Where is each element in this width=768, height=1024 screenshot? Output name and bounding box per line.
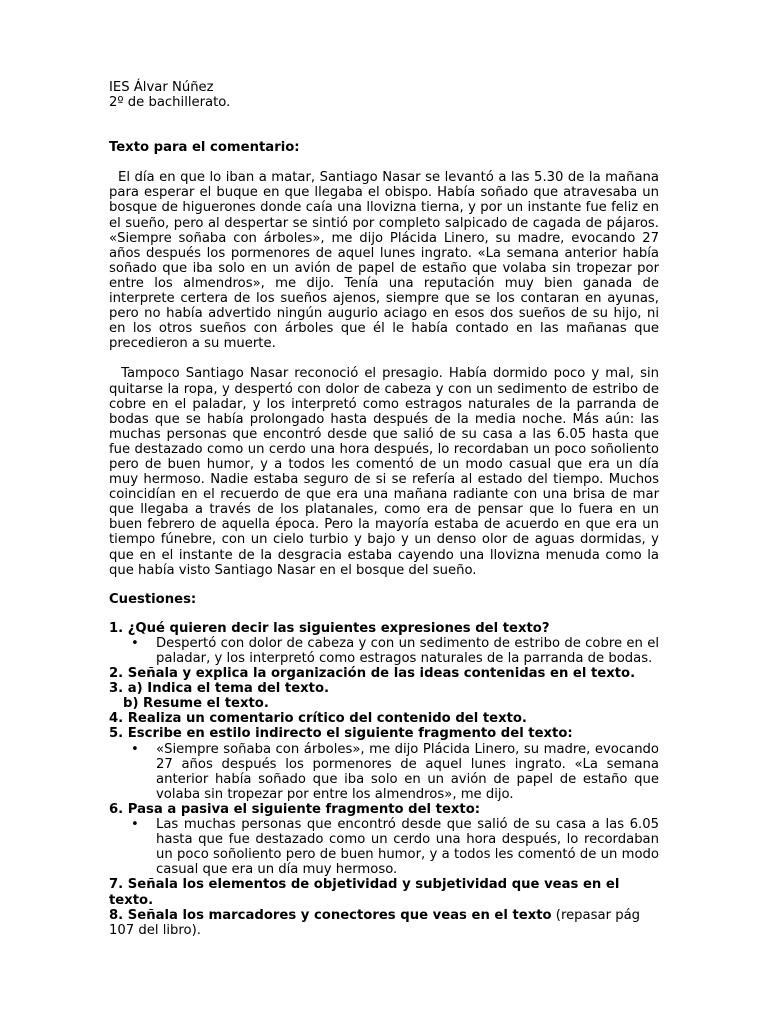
document-page bbox=[109, 80, 659, 938]
question-3b-text: b) Resume el texto. bbox=[123, 696, 269, 712]
question-8-text: 8. Señala los marcadores y conectores que veas en el texto bbox=[109, 907, 552, 923]
question-8 bbox=[109, 908, 659, 938]
bullet-icon: • bbox=[131, 635, 139, 651]
list-item bbox=[109, 817, 659, 877]
bullet-icon: • bbox=[131, 817, 139, 833]
course-name: 2º de bachillerato. bbox=[109, 95, 231, 111]
question-7-text: 7. Señala los elementos de objetividad y subjetividad que veas en el texto. bbox=[109, 877, 620, 908]
question-6-text: 6. Pasa a pasiva el siguiente fragmento del texto: bbox=[109, 801, 481, 817]
school-name: IES Álvar Núñez bbox=[109, 80, 214, 95]
question-3a-text: 3. a) Indica el tema del texto. bbox=[109, 681, 330, 697]
question-1-item: Despertó con dolor de cabeza y con un sedimento de estribo de cobre en el paladar, y los interpretó como estragos naturales de la parranda de bodas. bbox=[156, 635, 659, 666]
question-6-list bbox=[109, 817, 659, 877]
question-5-list bbox=[109, 742, 659, 802]
question-8-note: (repasar pág 107 del libro). bbox=[109, 907, 641, 938]
question-2 bbox=[109, 666, 659, 681]
question-5-text: 5. Escribe en estilo indirecto el siguiente fragmento del texto: bbox=[109, 726, 573, 742]
question-4 bbox=[109, 711, 659, 726]
question-2-text: 2. Señala y explica la organización de las ideas contenidas en el texto. bbox=[109, 666, 636, 682]
text-section-title: Texto para el comentario: bbox=[109, 140, 300, 156]
bullet-icon: • bbox=[131, 741, 139, 757]
question-1 bbox=[109, 621, 659, 636]
paragraph-1 bbox=[109, 170, 659, 351]
question-6-item: Las muchas personas que encontró desde que salió de su casa a las 6.05 hasta que fue destazado como un cerdo una hora después, lo recordaban un poco soñoliento pero de buen humor, y a todos les comentó de un modo casual que era un día muy hermoso. bbox=[156, 817, 659, 878]
list-item bbox=[109, 636, 659, 666]
questions-section-title: Cuestiones: bbox=[109, 591, 197, 607]
paragraph-1-text: El día en que lo iban a matar, Santiago Nasar se levantó a las 5.30 de la mañana para esperar el buque en que llegaba el obispo. Había soñado que atravesaba un bosque de higuerones donde caía una llovizna tierna, y por un instante fue feliz en el sueño, pero al despertar se sintió por completo salpicado de cagada de pájaros. «Siempre soñaba con árboles», me dijo Plácida Linero, su madre, evocando 27 años después los pormenores de aquel lunes ingrato. «La semana anterior había soñado que iba solo en un avión de papel de estaño que volaba sin tropezar por entre los almendros», me dijo. Tenía una reputación muy bien ganada de interprete certera de los sueños ajenos, siempre que se los contaran en ayunas, pero no había advertido ningún augurio aciago en esos dos sueños de su hijo, ni en los otros sueños con árboles que él le había contado en las mañanas que precedieron a su muerte. bbox=[109, 170, 659, 352]
paragraph-2-text: Tampoco Santiago Nasar reconoció el presagio. Había dormido poco y mal, sin quitarse la ropa, y despertó con dolor de cabeza y con un sedimento de estribo de cobre en el paladar, y los interpretó como estragos naturales de la parranda de bodas que se había prolongado hasta después de la media noche. Más aún: las muchas personas que encontró desde que salió de su casa a las 6.05 hasta que fue destazado como un cerdo una hora después, lo recordaban un poco soñoliento pero de buen humor, y a todos les comentó de un modo casual que era un día muy hermoso. Nadie estaba seguro de si se refería al estado del tiempo. Muchos coincidían en el recuerdo de que era una mañana radiante con una brisa de mar que llegaba a través de los platanales, como era de pensar que lo fuera en un buen febrero de aquella época. Pero la mayoría estaba de acuerdo en que era un tiempo fúnebre, con un cielo turbio y bajo y un denso olor de aguas dormidas, y que en el instante de la desgracia estaba cayendo una llovizna menuda como la que había visto Santiago Nasar en el bosque del sueño. bbox=[109, 366, 660, 578]
question-3a bbox=[109, 681, 659, 696]
question-5-item: «Siempre soñaba con árboles», me dijo Plácida Linero, su madre, evocando 27 años después los pormenores de aquel lunes ingrato. «La semana anterior había soñado que iba solo en un avión de papel de estaño que volaba sin tropezar por entre los almendros», me dijo. bbox=[156, 741, 659, 802]
paragraph-2 bbox=[109, 366, 659, 577]
list-item bbox=[109, 742, 659, 802]
question-6 bbox=[109, 802, 659, 817]
question-7 bbox=[109, 877, 659, 907]
question-1-list bbox=[109, 636, 659, 666]
question-5 bbox=[109, 726, 659, 741]
question-1-text: 1. ¿Qué quieren decir las siguientes expresiones del texto? bbox=[109, 620, 550, 636]
question-3b bbox=[109, 696, 659, 711]
question-4-text: 4. Realiza un comentario crítico del contenido del texto. bbox=[109, 711, 527, 727]
